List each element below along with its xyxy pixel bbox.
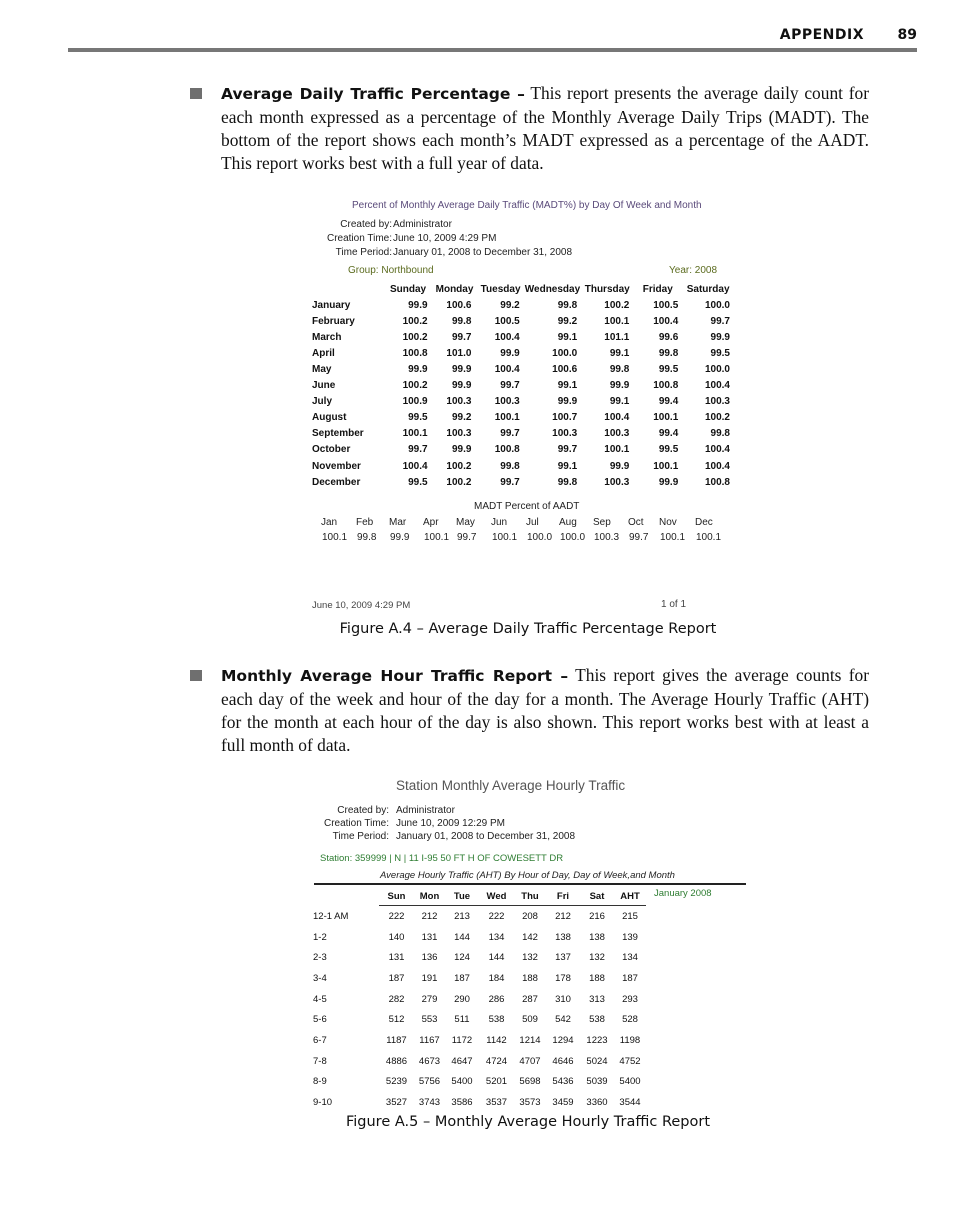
report1-value-cell: 100.3	[604, 476, 630, 488]
report1-value-cell: 99.9	[451, 444, 472, 456]
report2-value-cell: 3573	[519, 1097, 541, 1109]
report2-title: Station Monthly Average Hourly Traffic	[396, 778, 626, 793]
report1-value-cell: 99.9	[557, 396, 578, 408]
report2-value-cell: 222	[388, 910, 405, 922]
report2-hour-label: 8-9	[313, 1076, 327, 1088]
report2-value-cell: 184	[488, 972, 505, 984]
madt-month-label: Nov	[659, 517, 677, 528]
report1-value-cell: 99.9	[609, 380, 630, 392]
page-header	[68, 24, 917, 54]
figure-caption-2: Figure A.5 – Monthly Average Hourly Traffic Report	[345, 1114, 711, 1130]
report2-value-cell: 1187	[386, 1034, 407, 1046]
report2-value-cell: 287	[522, 993, 538, 1005]
report2-value-cell: 1214	[519, 1034, 541, 1046]
report2-value-cell: 3544	[619, 1097, 641, 1109]
report2-value-cell: 538	[589, 1014, 605, 1026]
report2-value-cell: 3459	[552, 1097, 574, 1109]
table-row	[313, 1051, 646, 1072]
report2-value-cell: 553	[421, 1014, 438, 1026]
report1-value-cell: 100.3	[494, 396, 520, 408]
table-row	[312, 394, 734, 410]
report1-month-label: January	[312, 299, 351, 311]
report1-month-label: March	[312, 331, 342, 343]
table-row	[312, 313, 734, 329]
report1-corner-cell	[312, 281, 385, 297]
report1-value-cell: 99.7	[500, 476, 520, 488]
table-row	[313, 906, 646, 927]
report1-day-header: Wednesday	[524, 283, 581, 295]
madt-month-label: Sep	[593, 517, 611, 528]
report1-value-cell: 100.8	[494, 444, 520, 456]
section-text-2: This report gives the average counts for each day of the week and hour of the day for a month. The Average Hourly Traffic (AHT) for the month at each hour of the day is also shown. This report works best with at least a full month of data.	[221, 665, 869, 755]
figure-caption-1: Figure A.4 – Average Daily Traffic Percentage Report	[339, 621, 717, 637]
report1-value-cell: 99.4	[658, 428, 679, 440]
report2-value-cell: 222	[488, 910, 505, 922]
report1-value-cell: 100.7	[552, 412, 578, 424]
report1-value-cell: 100.4	[704, 444, 730, 456]
report1-value-cell: 99.5	[408, 412, 428, 424]
report1-value-cell: 99.9	[500, 347, 520, 359]
madt-value: 100.0	[560, 532, 586, 543]
report1-day-header: Thursday	[584, 283, 630, 295]
madt-value: 99.8	[357, 532, 377, 543]
madt-value: 100.1	[660, 532, 686, 543]
report1-value-cell: 99.1	[609, 347, 630, 359]
report1-day-header: Sunday	[389, 283, 427, 295]
bullet-square-icon	[190, 670, 202, 681]
report2-value-cell: 3586	[451, 1097, 473, 1109]
report1-header-row	[312, 281, 734, 297]
report1-madt-title: MADT Percent of AADT	[474, 501, 580, 512]
report1-month-label: July	[312, 396, 333, 408]
report1-value-cell: 100.5	[494, 315, 520, 327]
report1-value-cell: 99.7	[451, 331, 472, 343]
report1-value-cell: 100.4	[604, 412, 630, 424]
madt-value: 100.1	[322, 532, 348, 543]
report2-column-header: Sun	[379, 887, 414, 906]
table-row	[312, 378, 734, 394]
report2-column-header: Thu	[514, 887, 546, 906]
report1-day-header: Monday	[435, 283, 474, 295]
table-row	[313, 1009, 646, 1030]
table-row	[313, 1092, 646, 1113]
report2-value-cell: 188	[522, 972, 538, 984]
report1-value-cell: 99.8	[451, 315, 472, 327]
table-row	[312, 361, 734, 377]
report1-value-cell: 100.0	[552, 347, 578, 359]
report2-hour-label: 4-5	[313, 993, 327, 1005]
report2-hour-label: 7-8	[313, 1055, 327, 1067]
report2-month-label: January 2008	[654, 888, 712, 899]
report2-created-by: Administrator	[396, 805, 455, 816]
report1-value-cell: 99.9	[609, 460, 630, 472]
report2-value-cell: 1142	[486, 1034, 507, 1046]
report2-value-cell: 4752	[619, 1055, 641, 1067]
report2-value-cell: 4724	[485, 1055, 508, 1067]
report2-value-cell: 188	[589, 972, 605, 984]
report2-value-cell: 3537	[485, 1097, 508, 1109]
report2-time-period: January 01, 2008 to December 31, 2008	[396, 831, 576, 842]
report2-value-cell: 279	[421, 993, 438, 1005]
report1-value-cell: 99.8	[710, 428, 730, 440]
report2-value-cell: 4707	[519, 1055, 541, 1067]
report2-created-by-label: Created by:	[337, 805, 389, 816]
madt-month-label: Oct	[628, 517, 644, 528]
report2-value-cell: 212	[555, 910, 571, 922]
report1-value-cell: 100.1	[494, 412, 520, 424]
report1-value-cell: 100.2	[604, 299, 630, 311]
madt-month-label: May	[456, 517, 475, 528]
report1-value-cell: 100.6	[446, 299, 472, 311]
report2-column-header: AHT	[614, 887, 646, 906]
report2-column-header: Wed	[479, 887, 514, 906]
report1-value-cell: 100.2	[402, 380, 428, 392]
report2-value-cell: 132	[522, 952, 538, 964]
report1-month-label: February	[312, 315, 355, 327]
report2-value-cell: 142	[522, 931, 538, 943]
report1-value-cell: 100.3	[446, 396, 472, 408]
report2-value-cell: 5024	[586, 1055, 608, 1067]
report2-value-cell: 511	[454, 1014, 470, 1026]
report2-value-cell: 4886	[385, 1055, 408, 1067]
report1-month-label: May	[312, 364, 332, 376]
report1-value-cell: 99.1	[557, 380, 578, 392]
report1-title: Percent of Monthly Average Daily Traffic (MADT%) by Day Of Week and Month	[352, 200, 702, 211]
report2-column-header: Tue	[445, 887, 479, 906]
report2-value-cell: 213	[454, 910, 470, 922]
report1-value-cell: 99.7	[710, 315, 730, 327]
report2-value-cell: 5400	[451, 1076, 473, 1088]
report2-hour-label: 6-7	[313, 1034, 327, 1046]
report2-hour-label: 12-1 AM	[313, 910, 349, 922]
report2-value-cell: 1167	[419, 1034, 440, 1046]
report2-value-cell: 136	[421, 952, 438, 964]
report1-value-cell: 101.0	[446, 347, 472, 359]
report2-value-cell: 131	[388, 952, 405, 964]
report1-value-cell: 100.4	[704, 380, 730, 392]
report2-column-header: Fri	[546, 887, 580, 906]
report1-created-by-label: Created by:	[340, 219, 392, 230]
table-row	[313, 968, 646, 989]
madt-month-label: Mar	[389, 517, 407, 528]
report1-value-cell: 100.4	[402, 460, 428, 472]
report1-value-cell: 100.4	[494, 331, 520, 343]
report2-value-cell: 4647	[451, 1055, 473, 1067]
report1-value-cell: 100.2	[446, 476, 472, 488]
madt-month-label: Jan	[321, 517, 338, 528]
report2-value-cell: 134	[488, 931, 505, 943]
report1-value-cell: 100.2	[704, 412, 730, 424]
report1-value-cell: 99.5	[710, 347, 730, 359]
report2-header-rule	[314, 883, 746, 885]
report1-value-cell: 100.3	[552, 428, 578, 440]
report1-created-by: Administrator	[393, 219, 452, 230]
table-row	[312, 458, 734, 474]
section-lead-1: Average Daily Traffic Percentage –	[221, 85, 525, 103]
report1-value-cell: 99.9	[408, 299, 428, 311]
report2-value-cell: 5756	[418, 1076, 441, 1088]
section-text-1: This report presents the average daily count for each month expressed as a percentage of the Monthly Average Daily Trips (MADT). The bottom of the report shows each month’s MADT expressed as a percentage of the AADT. This report works best with a full year of data.	[221, 83, 869, 173]
report2-value-cell: 1198	[619, 1034, 641, 1046]
report1-value-cell: 99.5	[408, 476, 428, 488]
report2-value-cell: 538	[488, 1014, 505, 1026]
report2-creation-time: June 10, 2009 12:29 PM	[396, 818, 505, 829]
madt-month-label: Apr	[423, 517, 439, 528]
report2-time-period-label: Time Period:	[332, 831, 389, 842]
header-rule	[68, 48, 917, 52]
report1-value-cell: 99.1	[557, 331, 578, 343]
bullet-square-icon	[190, 88, 202, 99]
report1-value-cell: 99.5	[658, 444, 679, 456]
madt-value: 99.7	[457, 532, 477, 543]
report1-value-cell: 100.4	[704, 460, 730, 472]
madt-value: 100.1	[696, 532, 722, 543]
report1-value-cell: 99.7	[557, 444, 578, 456]
report2-hour-label: 5-6	[313, 1014, 327, 1026]
page-number: 89	[897, 27, 917, 43]
report1-value-cell: 100.8	[653, 380, 679, 392]
report1-value-cell: 100.3	[704, 396, 730, 408]
report1-day-header: Tuesday	[480, 283, 521, 295]
table-row	[313, 927, 646, 948]
report2-value-cell: 293	[622, 993, 638, 1005]
report1-value-cell: 100.3	[604, 428, 630, 440]
report1-value-cell: 99.8	[609, 364, 630, 376]
report1-year: Year: 2008	[669, 265, 718, 276]
report1-value-cell: 100.9	[402, 396, 428, 408]
report1-value-cell: 100.1	[653, 412, 679, 424]
table-row	[313, 1072, 646, 1093]
report2-column-header: Mon	[414, 887, 445, 906]
report1-creation-time: June 10, 2009 4:29 PM	[393, 233, 497, 244]
report1-value-cell: 99.7	[500, 428, 520, 440]
report2-value-cell: 5039	[586, 1076, 608, 1088]
report1-value-cell: 101.1	[604, 331, 630, 343]
report2-value-cell: 137	[555, 952, 571, 964]
report1-value-cell: 100.0	[704, 364, 730, 376]
report1-value-cell: 100.0	[704, 299, 730, 311]
report2-value-cell: 215	[622, 910, 638, 922]
report2-creation-time-label: Creation Time:	[323, 818, 389, 829]
report2-value-cell: 4673	[418, 1055, 441, 1067]
report1-value-cell: 99.2	[500, 299, 520, 311]
report1-value-cell: 100.5	[653, 299, 679, 311]
report2-value-cell: 282	[388, 993, 405, 1005]
madt-month-label: Jul	[526, 517, 539, 528]
report2-station: Station: 359999 | N | 11 I-95 50 FT H OF COWESETT DR	[320, 853, 564, 864]
report1-group: Group: Northbound	[348, 265, 434, 276]
report2-value-cell: 1294	[552, 1034, 574, 1046]
report2-value-cell: 187	[388, 972, 405, 984]
report2-value-cell: 144	[488, 952, 505, 964]
report1-value-cell: 99.8	[658, 347, 679, 359]
report1-value-cell: 99.9	[658, 476, 679, 488]
report1-month-label: August	[312, 412, 347, 424]
report2-hour-label: 3-4	[313, 972, 327, 984]
report1-value-cell: 99.9	[408, 364, 428, 376]
report1-value-cell: 99.2	[557, 315, 578, 327]
report2-value-cell: 131	[421, 931, 438, 943]
madt-value: 99.9	[390, 532, 410, 543]
section-title: APPENDIX	[779, 27, 864, 43]
report2-value-cell: 290	[454, 993, 470, 1005]
table-row	[312, 474, 734, 490]
report2-header-row	[313, 887, 646, 906]
report1-value-cell: 100.4	[494, 364, 520, 376]
report1-time-period: January 01, 2008 to December 31, 2008	[393, 247, 573, 258]
report2-value-cell: 542	[555, 1014, 571, 1026]
report1-value-cell: 100.1	[604, 315, 630, 327]
report1-value-cell: 100.1	[604, 444, 630, 456]
report1-value-cell: 100.4	[653, 315, 679, 327]
report1-value-cell: 99.8	[557, 299, 578, 311]
report2-value-cell: 138	[589, 931, 605, 943]
report2-corner-cell	[313, 887, 379, 906]
madt-value: 100.3	[594, 532, 620, 543]
report1-value-cell: 100.1	[653, 460, 679, 472]
report2-value-cell: 5201	[485, 1076, 508, 1088]
report1-value-cell: 99.1	[557, 460, 578, 472]
report1-value-cell: 100.2	[402, 315, 428, 327]
report2-value-cell: 191	[421, 972, 438, 984]
report1-time-period-label: Time Period:	[335, 247, 392, 258]
section-paragraph-2	[221, 664, 869, 757]
section-lead-2: Monthly Average Hour Traffic Report –	[221, 667, 569, 685]
report1-value-cell: 99.7	[500, 380, 520, 392]
report1-value-cell: 99.4	[658, 396, 679, 408]
report2-value-cell: 512	[388, 1014, 405, 1026]
madt-value: 100.1	[424, 532, 450, 543]
report1-value-cell: 99.9	[451, 364, 472, 376]
report1-value-cell: 99.8	[557, 476, 578, 488]
table-row	[312, 329, 734, 345]
table-row	[312, 297, 734, 313]
madt-month-label: Aug	[559, 517, 577, 528]
report2-value-cell: 3743	[418, 1097, 441, 1109]
report1-value-cell: 99.2	[451, 412, 472, 424]
report1-value-cell: 99.8	[500, 460, 520, 472]
report1-day-header: Friday	[642, 283, 673, 295]
report2-value-cell: 178	[555, 972, 571, 984]
madt-month-label: Dec	[695, 517, 713, 528]
report1-value-cell: 99.9	[710, 331, 730, 343]
report2-value-cell: 4646	[552, 1055, 574, 1067]
report2-value-cell: 1172	[451, 1034, 473, 1046]
report2-value-cell: 286	[488, 993, 505, 1005]
report1-month-label: June	[312, 380, 336, 392]
report2-value-cell: 5400	[619, 1076, 641, 1088]
report2-value-cell: 140	[388, 931, 405, 943]
report2-value-cell: 134	[622, 952, 638, 964]
madt-month-label: Jun	[491, 517, 508, 528]
report1-day-header: Saturday	[686, 283, 730, 295]
report1-month-label: April	[312, 347, 335, 359]
report2-table	[313, 887, 646, 1113]
report2-value-cell: 1223	[586, 1034, 608, 1046]
table-row	[313, 947, 646, 968]
report2-value-cell: 124	[454, 952, 470, 964]
madt-value: 100.0	[527, 532, 553, 543]
report1-value-cell: 99.1	[609, 396, 630, 408]
report2-hour-label: 2-3	[313, 952, 327, 964]
report2-value-cell: 216	[589, 910, 605, 922]
report1-value-cell: 100.8	[704, 476, 730, 488]
report2-value-cell: 208	[522, 910, 538, 922]
table-row	[312, 426, 734, 442]
report2-value-cell: 212	[421, 910, 438, 922]
report2-column-header: Sat	[580, 887, 614, 906]
report2-value-cell: 5698	[519, 1076, 541, 1088]
report1-month-label: November	[312, 460, 361, 472]
report1-value-cell: 99.6	[658, 331, 679, 343]
section-paragraph-1	[221, 82, 869, 175]
report2-value-cell: 138	[555, 931, 571, 943]
table-row	[312, 442, 734, 458]
report1-value-cell: 100.2	[446, 460, 472, 472]
report1-month-label: September	[312, 428, 364, 440]
report1-month-label: December	[312, 476, 361, 488]
report2-value-cell: 509	[522, 1014, 538, 1026]
report1-creation-time-label: Creation Time:	[326, 233, 392, 244]
table-row	[313, 989, 646, 1010]
report1-table	[312, 281, 734, 490]
report2-value-cell: 144	[454, 931, 470, 943]
report1-footer-page: 1 of 1	[661, 599, 687, 610]
report1-value-cell: 99.9	[451, 380, 472, 392]
report2-hour-label: 1-2	[313, 931, 327, 943]
report1-value-cell: 100.3	[446, 428, 472, 440]
madt-value: 99.7	[629, 532, 649, 543]
table-row	[312, 345, 734, 361]
report2-subtitle: Average Hourly Traffic (AHT) By Hour of Day, Day of Week,and Month	[380, 870, 675, 881]
report2-value-cell: 187	[622, 972, 638, 984]
report1-value-cell: 100.2	[402, 331, 428, 343]
report2-value-cell: 187	[454, 972, 470, 984]
report2-value-cell: 3527	[385, 1097, 408, 1109]
report2-value-cell: 5436	[552, 1076, 574, 1088]
report2-value-cell: 313	[589, 993, 605, 1005]
report2-value-cell: 528	[622, 1014, 638, 1026]
report1-value-cell: 100.1	[402, 428, 428, 440]
report1-value-cell: 99.5	[658, 364, 679, 376]
madt-month-label: Feb	[356, 517, 374, 528]
report2-value-cell: 310	[555, 993, 571, 1005]
report1-value-cell: 100.6	[552, 364, 578, 376]
report2-value-cell: 3360	[586, 1097, 608, 1109]
report1-footer-date: June 10, 2009 4:29 PM	[312, 600, 411, 611]
report2-value-cell: 5239	[385, 1076, 408, 1088]
table-row	[313, 1030, 646, 1051]
report1-month-label: October	[312, 444, 351, 456]
report2-value-cell: 132	[589, 952, 605, 964]
report1-value-cell: 99.7	[408, 444, 428, 456]
table-row	[312, 410, 734, 426]
report1-value-cell: 100.8	[402, 347, 428, 359]
madt-value: 100.1	[492, 532, 518, 543]
report2-value-cell: 139	[622, 931, 638, 943]
report2-hour-label: 9-10	[313, 1097, 333, 1109]
